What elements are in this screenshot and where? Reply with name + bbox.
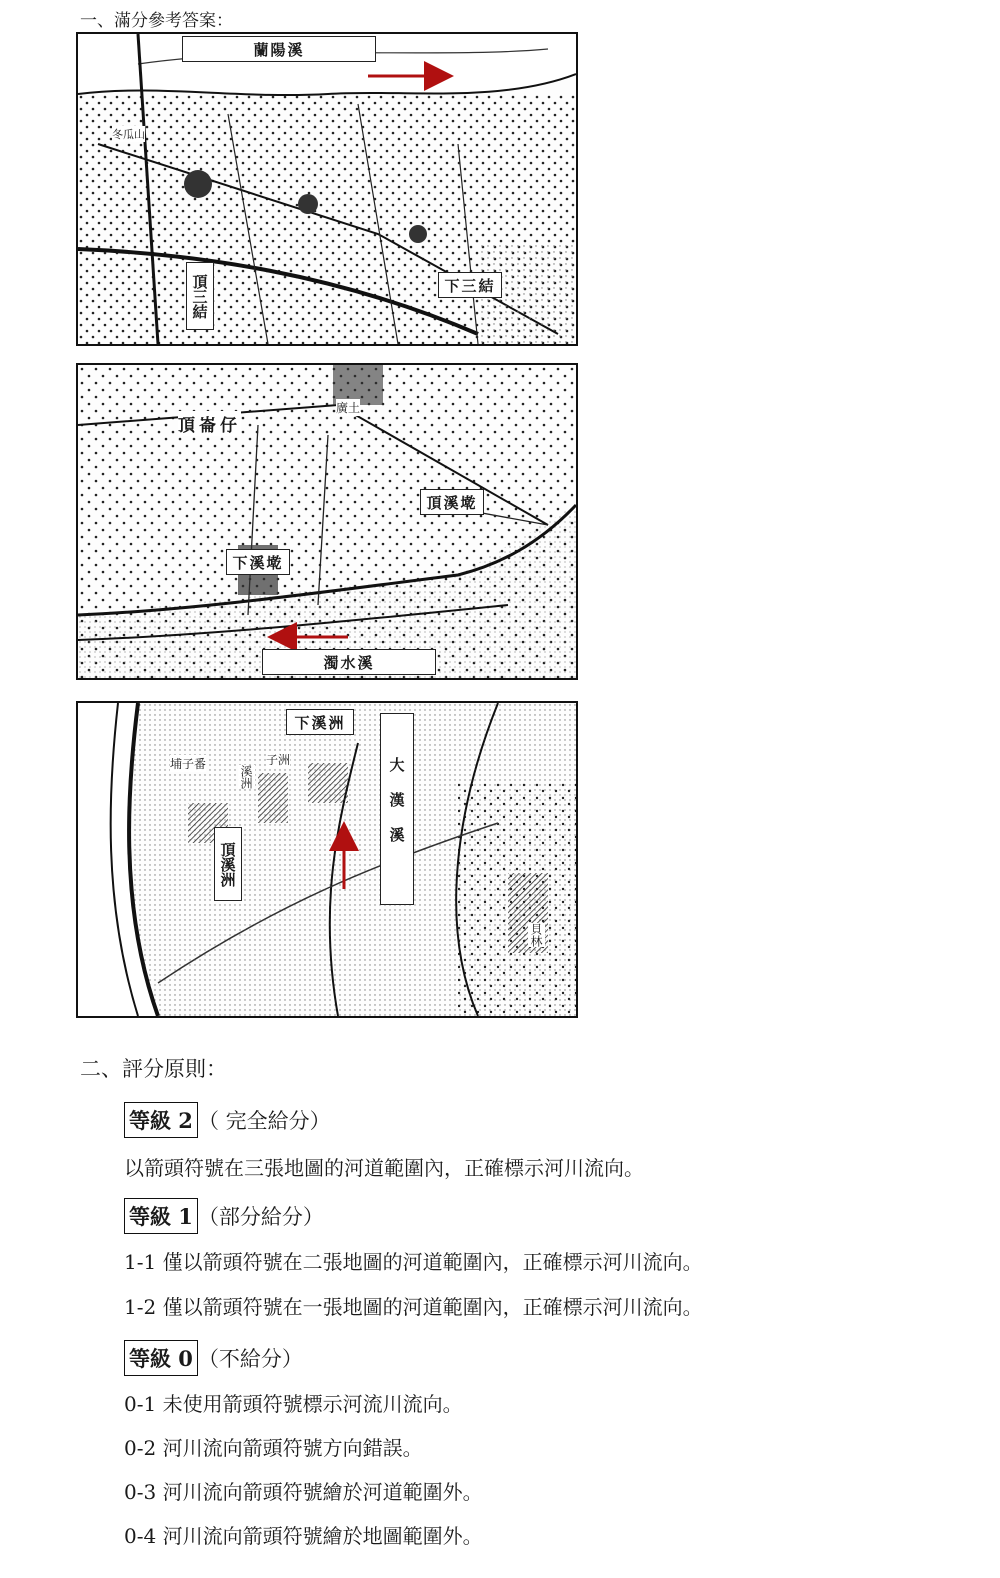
level-0-item-3: 0-3 河川流向箭頭符號繪於河道範圍外。: [124, 1480, 483, 1504]
label-small3: 溪洲: [239, 765, 253, 789]
level-1-item-2: 1-2 僅以箭頭符號在一張地圖的河道範圍內，正確標示河川流向。: [124, 1295, 703, 1319]
label-right: 下三結: [438, 272, 502, 298]
label-river: 大漢溪: [380, 713, 414, 905]
level-0-item-4: 0-4 河川流向箭頭符號繪於地圖範圍外。: [124, 1524, 483, 1548]
section2-title: 二、評分原則：: [80, 1057, 227, 1081]
label-small1: 埔子番: [170, 757, 207, 771]
label-top: 頂崙仔: [178, 411, 241, 436]
label-right: 貝林: [529, 923, 543, 947]
level-2-box: 等級 2: [124, 1102, 198, 1138]
section1-title: 一、滿分參考答案：: [80, 11, 233, 31]
label-corner: 冬瓜山: [112, 128, 145, 141]
label-upper-mid: 頂溪墘: [420, 489, 484, 515]
label-top: 下溪洲: [286, 709, 354, 735]
map3-drawing: [78, 703, 576, 1016]
level-1-box: 等級 1: [124, 1198, 198, 1234]
level-2-heading: [124, 1102, 331, 1138]
level-0-desc: （不給分）: [197, 1347, 303, 1371]
label-small2: 子洲: [266, 753, 291, 767]
level-0-heading: [124, 1340, 303, 1376]
level-2-desc: （ 完全給分）: [197, 1109, 331, 1133]
level-0-item-2: 0-2 河川流向箭頭符號方向錯誤。: [124, 1436, 423, 1460]
map2-drawing: [78, 365, 576, 678]
level-1-item-1: 1-1 僅以箭頭符號在二張地圖的河道範圍內，正確標示河川流向。: [124, 1250, 703, 1274]
label-corner: 廣土: [336, 401, 361, 415]
level-2-item-1: 以箭頭符號在三張地圖的河道範圍內，正確標示河川流向。: [124, 1156, 644, 1180]
label-lower-mid: 下溪墘: [226, 549, 290, 575]
level-1-heading: [124, 1198, 324, 1234]
level-1-desc: （部分給分）: [197, 1205, 324, 1229]
label-river: 濁水溪: [262, 649, 436, 675]
map-zhuoshui-river: [76, 363, 578, 680]
level-0-box: 等級 0: [124, 1340, 198, 1376]
label-left: 頂溪洲: [214, 827, 242, 901]
map-lanyang-river: [76, 32, 578, 346]
label-top-left: 頂三結: [186, 262, 214, 330]
level-0-item-1: 0-1 未使用箭頭符號標示河流川流向。: [124, 1392, 463, 1416]
label-river: 蘭陽溪: [182, 36, 376, 62]
map-dahan-river: [76, 701, 578, 1018]
